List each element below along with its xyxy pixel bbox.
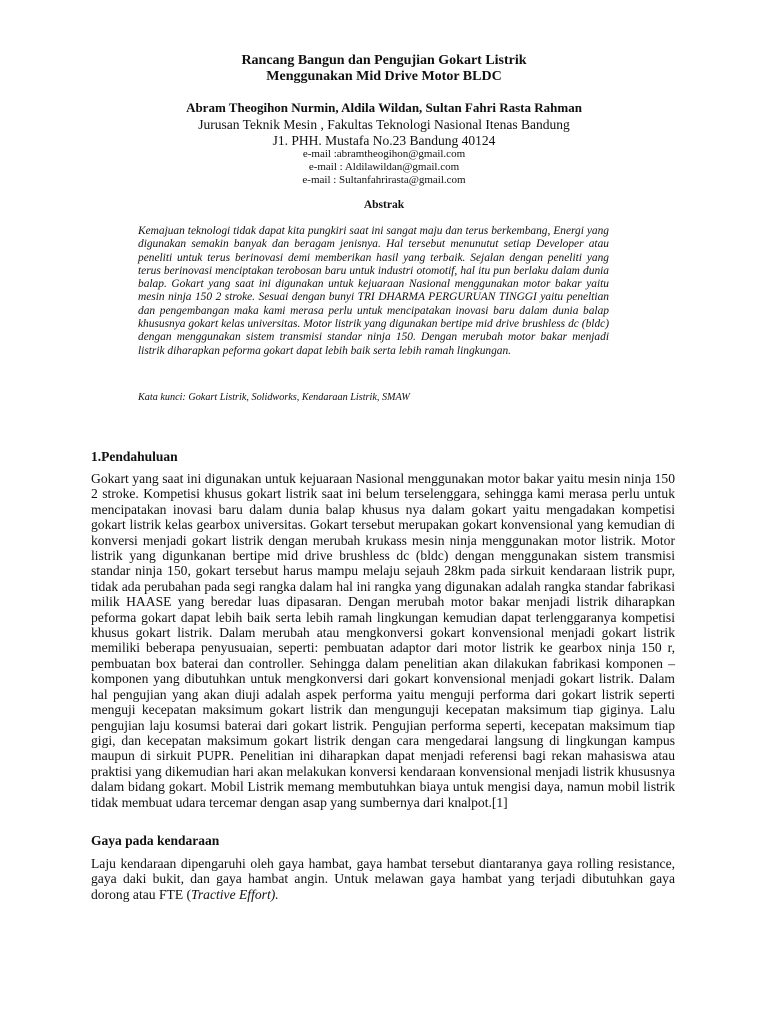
section-heading-introduction: 1.Pendahuluan bbox=[91, 449, 178, 464]
vehicle-forces-text: Laju kendaraan dipengaruhi oleh gaya hambat, gaya hambat tersebut diantaranya gaya rolling resistance, gaya daki bukit, dan gaya hambat angin. Untuk melawan gaya hambat yang terjadi dibutuhkan gaya dorong atau FTE ( bbox=[91, 856, 675, 902]
author-email: e-mail : Sultanfahrirasta@gmail.com bbox=[302, 174, 466, 186]
author-email: e-mail :abramtheogihon@gmail.com bbox=[302, 148, 466, 160]
abstract-text: Kemajuan teknologi tidak dapat kita pungkiri saat ini sangat maju dan terus berkembang, Energi yang digunakan semakin banyak dan beragam jenisnya. Hal tersebut menunutut setiap Developer atau peneliti untuk terus berinovasi demi memberikan hasil yang terbaik. Sejalan dengan peneliti yang terus berinovasi menciptakan terobosan baru untuk industri otomotif, hal itu pun berlaku dalam dunia balap. Gokart yang saat ini digunakan untuk kejuaraan Nasional menggunakan motor bakar yaitu mesin ninja 150 2 stroke. Sesuai dengan bunyi TRI DHARMA PERGURUAN TINGGI yaitu peneltian dan pengembangan maka kami merasa perlu untuk mencipatakan inovasi baru dalam dunia balap khususnya gokart kelas universitas. Motor listrik yang digunakan bertipe mid drive brushless dc (bldc) dengan menggunakan sistem transmisi standar ninja 150. Dengan merubah motor bakar menjadi listrik diharapkan peforma gokart dapat lebih baik serta lebih ramah lingkungan. bbox=[138, 225, 609, 357]
author-list: Abram Theogihon Nurmin, Aldila Wildan, Sultan Fahri Rasta Rahman bbox=[186, 100, 582, 115]
affiliation-line-2: J1. PHH. Mustafa No.23 Bandung 40124 bbox=[272, 133, 496, 148]
paper-title-line-1: Rancang Bangun dan Pengujian Gokart Listrik bbox=[241, 53, 527, 68]
introduction-paragraph: Gokart yang saat ini digunakan untuk kejuaraan Nasional menggunakan motor bakar yaitu mesin ninja 150 2 stroke. Kompetisi khusus gokart listrik saat ini belum terselenggara, sehingga kami merasa perlu untuk mencipatakan inovasi baru dalam dunia balap khusus nya dalam gokart yaitu mengadakan kompetisi gokart listrik kelas gearbox universitas. Gokart tersebut merupakan gokart konvensional yang kemudian di konversi menjadi gokart listrik dengan merubah krukass mesin ninja menggunakan motor listrik. Motor listrik yang digunkanan bertipe mid drive brushless dc (bldc) dengan menggunakan sistem transmisi standar ninja 150, gokart tersebut harus mampu melaju sejauh 28km pada sirkuit kendaraan listrik pupr, tidak ada perubahan pada segi rangka dalam hal ini rangka yang digunakan adalah rangka standar fabrikasi milik HAASE yang beredar luas dipasaran. Dengan merubah motor bakar menjadi listrik diharapkan peforma gokart dapat lebih baik serta lebih ramah lingkungan kemudian dapat terlenggaranya kompetisi khusus gokart listrik. Dalam merubah atau mengkonversi gokart konvensional menjadi gokart listrik memiliki beberapa penyusuaian, seperti: pembuatan adaptor dari motor listrik ke gearbox ninja 150 r, pembuatan box baterai dan controller. Sehingga dalam penelitian akan dilakukan fabrikasi komponen – komponen yang dibutuhkan untuk mengkonversi dari gokart konvensional menjadi gokart listrik. Dalam hal pengujian yang akan diuji adalah aspek performa yaitu menguji performa dari gokart listrik seperti menguji kecepatan maksimum gokart listrik dan mengunguji kecepatan maksimum tiap giginya. Lalu pengujian laju kosumsi baterai dari gokart listrik. Pengujian performa seperti, kecepatan maksimum tiap gigi, dan kecepatan maksimum gokart listrik dengan cara mengedarai langsung di lingkungan kampus maupun di sirkuit PUPR. Penelitian ini diharapkan dapat menjadi referensi bagi rekan mahasiswa atau praktisi yang dikemudian hari akan melakukan konversi kendaraan konvensional menjadi listrik khususnya dalam bidang gokart. Mobil Listrik memang membutuhkan biaya untuk mengisi daya, namun mobil listrik tidak membuat udara tercemar dengan asap yang sumbernya dari knalpot.[1] bbox=[91, 471, 675, 810]
author-email: e-mail : Aldilawildan@gmail.com bbox=[308, 161, 460, 173]
vehicle-forces-paragraph bbox=[91, 856, 675, 902]
abstract-heading: Abstrak bbox=[363, 199, 405, 211]
tractive-effort-term: Tractive Effort). bbox=[191, 886, 279, 902]
affiliation-line-1: Jurusan Teknik Mesin , Fakultas Teknologi Nasional Itenas Bandung bbox=[198, 117, 570, 132]
keywords: Kata kunci: Gokart Listrik, Solidworks, Kendaraan Listrik, SMAW bbox=[138, 392, 410, 403]
paper-title-line-2: Menggunakan Mid Drive Motor BLDC bbox=[266, 69, 502, 84]
section-heading-vehicle-forces: Gaya pada kendaraan bbox=[91, 833, 220, 848]
